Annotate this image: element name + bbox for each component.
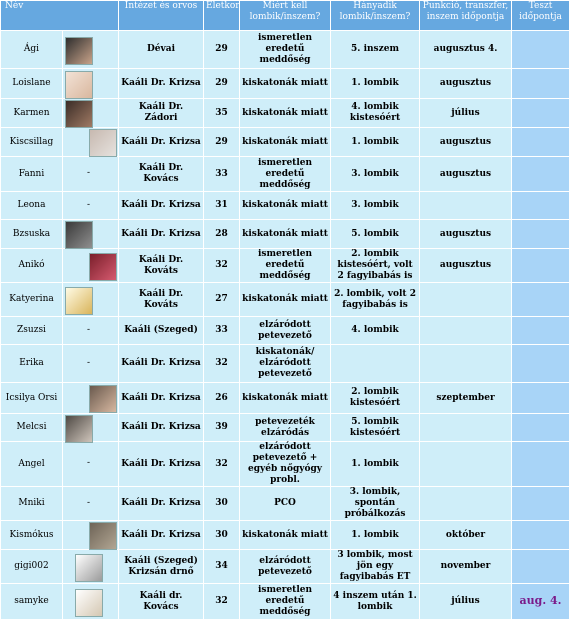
cell-avatar xyxy=(63,249,119,283)
cell-punkcio xyxy=(420,487,512,521)
table-row xyxy=(1,157,570,192)
cell-miert: ismeretlen eredetű meddőség xyxy=(240,31,331,69)
cell-miert: elzáródott petevezető xyxy=(240,550,331,584)
table-row xyxy=(1,550,570,584)
avatar-image xyxy=(65,287,93,315)
cell-intezet: Kaáli Dr. Zádori xyxy=(119,99,204,128)
cell-nev: Katyerina xyxy=(1,283,63,317)
teszt-date: aug. 4. xyxy=(519,594,562,607)
cell-eletkor: 29 xyxy=(204,31,240,69)
cell-intezet: Kaáli Dr. Krizsa xyxy=(119,521,204,550)
cell-nev: Kismókus xyxy=(1,521,63,550)
cell-nev: gigi002 xyxy=(1,550,63,584)
header-nev: Név xyxy=(1,1,119,31)
cell-teszt xyxy=(512,442,570,487)
cell-hanyadik: 1. lombik xyxy=(331,521,420,550)
table-row xyxy=(1,283,570,317)
table-row xyxy=(1,521,570,550)
cell-punkcio xyxy=(420,317,512,345)
cell-nev: Zsuzsi xyxy=(1,317,63,345)
avatar-image xyxy=(89,129,117,157)
cell-punkcio xyxy=(420,442,512,487)
cell-eletkor: 32 xyxy=(204,249,240,283)
avatar-image xyxy=(65,415,93,443)
cell-miert: kiskatonák miatt xyxy=(240,521,331,550)
cell-hanyadik: 1. lombik xyxy=(331,69,420,99)
cell-avatar xyxy=(63,584,119,620)
table-row xyxy=(1,192,570,220)
header-row xyxy=(1,1,570,31)
no-avatar-dash: - xyxy=(87,497,91,508)
cell-punkcio: szeptember xyxy=(420,383,512,414)
cell-miert: kiskatonák miatt xyxy=(240,220,331,249)
header-miert: Miért kell lombik/inszem? xyxy=(240,1,331,31)
cell-miert: kiskatonák miatt xyxy=(240,192,331,220)
cell-nev: Icsilya Orsi xyxy=(1,383,63,414)
cell-avatar xyxy=(63,317,119,345)
table-row xyxy=(1,414,570,442)
cell-eletkor: 29 xyxy=(204,69,240,99)
cell-punkcio: augusztus xyxy=(420,128,512,157)
cell-nev: Loislane xyxy=(1,69,63,99)
cell-avatar xyxy=(63,383,119,414)
cell-intezet: Kaáli Dr. Krizsa xyxy=(119,69,204,99)
cell-punkcio xyxy=(420,345,512,383)
cell-eletkor: 26 xyxy=(204,383,240,414)
cell-teszt xyxy=(512,69,570,99)
cell-hanyadik: 4. lombik kistesóért xyxy=(331,99,420,128)
cell-hanyadik: 4 inszem után 1. lombik xyxy=(331,584,420,620)
cell-eletkor: 32 xyxy=(204,442,240,487)
cell-intezet: Kaáli Dr. Krizsa xyxy=(119,383,204,414)
cell-intezet: Kaáli Dr. Krizsa xyxy=(119,487,204,521)
no-avatar-dash: - xyxy=(87,324,91,335)
cell-eletkor: 29 xyxy=(204,128,240,157)
cell-intezet: Kaáli Dr. Kováts xyxy=(119,283,204,317)
cell-intezet: Kaáli Dr. Kovács xyxy=(119,157,204,192)
cell-teszt xyxy=(512,521,570,550)
cell-intezet: Kaáli Dr. Kováts xyxy=(119,249,204,283)
cell-punkcio: október xyxy=(420,521,512,550)
no-avatar-dash: - xyxy=(87,357,91,368)
cell-eletkor: 33 xyxy=(204,317,240,345)
cell-miert: kiskatonák miatt xyxy=(240,128,331,157)
cell-punkcio: július xyxy=(420,99,512,128)
cell-miert: kiskatonák miatt xyxy=(240,99,331,128)
no-avatar-dash: - xyxy=(87,199,91,210)
cell-avatar xyxy=(63,414,119,442)
cell-eletkor: 34 xyxy=(204,550,240,584)
cell-teszt xyxy=(512,249,570,283)
cell-hanyadik: 5. lombik kistesóért xyxy=(331,414,420,442)
cell-intezet: Kaáli (Szeged) Krizsán drnő xyxy=(119,550,204,584)
cell-avatar xyxy=(63,31,119,69)
cell-nev: Leona xyxy=(1,192,63,220)
cell-punkcio xyxy=(420,414,512,442)
cell-eletkor: 27 xyxy=(204,283,240,317)
table-row xyxy=(1,383,570,414)
cell-nev: Mniki xyxy=(1,487,63,521)
cell-hanyadik: 5. inszem xyxy=(331,31,420,69)
table-row xyxy=(1,487,570,521)
avatar-image xyxy=(89,522,117,550)
cell-avatar xyxy=(63,99,119,128)
table-row xyxy=(1,345,570,383)
table-row xyxy=(1,69,570,99)
no-avatar-dash: - xyxy=(87,168,91,178)
cell-miert: kiskatonák miatt xyxy=(240,383,331,414)
cell-nev: Melcsi xyxy=(1,414,63,442)
cell-teszt xyxy=(512,345,570,383)
cell-nev: Anikó xyxy=(1,249,63,283)
cell-nev: samyke xyxy=(1,584,63,620)
avatar-image xyxy=(75,589,103,617)
no-avatar-dash: - xyxy=(87,458,91,468)
cell-teszt xyxy=(512,383,570,414)
cell-punkcio: augusztus xyxy=(420,220,512,249)
cell-eletkor: 31 xyxy=(204,192,240,220)
cell-nev: Fanni xyxy=(1,157,63,192)
cell-eletkor: 28 xyxy=(204,220,240,249)
cell-miert: kiskatonák miatt xyxy=(240,283,331,317)
header-teszt: Teszt időpontja xyxy=(512,1,570,31)
cell-intezet: Kaáli dr. Kovács xyxy=(119,584,204,620)
table-row xyxy=(1,249,570,283)
cell-nev: Erika xyxy=(1,345,63,383)
cell-nev: Kiscsillag xyxy=(1,128,63,157)
cell-avatar xyxy=(63,345,119,383)
cell-eletkor: 30 xyxy=(204,521,240,550)
cell-intezet: Kaáli Dr. Krizsa xyxy=(119,345,204,383)
table-row xyxy=(1,220,570,249)
cell-avatar xyxy=(63,521,119,550)
cell-avatar xyxy=(63,283,119,317)
cell-teszt xyxy=(512,584,570,620)
cell-intezet: Kaáli (Szeged) xyxy=(119,317,204,345)
cell-intezet: Kaáli Dr. Krizsa xyxy=(119,128,204,157)
avatar-image xyxy=(65,221,93,249)
cell-hanyadik: 4. lombik xyxy=(331,317,420,345)
avatar-image xyxy=(65,37,93,65)
header-punkcio: Punkció, transzfer, inszem időpontja xyxy=(420,1,512,31)
cell-eletkor: 33 xyxy=(204,157,240,192)
cell-punkcio: augusztus xyxy=(420,249,512,283)
cell-avatar xyxy=(63,69,119,99)
cell-teszt xyxy=(512,220,570,249)
cell-avatar xyxy=(63,550,119,584)
cell-intezet: Dévai xyxy=(119,31,204,69)
cell-miert: ismeretlen eredetű meddőség xyxy=(240,249,331,283)
avatar-image xyxy=(89,253,117,281)
cell-punkcio xyxy=(420,283,512,317)
cell-intezet: Kaáli Dr. Krizsa xyxy=(119,220,204,249)
cell-punkcio: november xyxy=(420,550,512,584)
table-row xyxy=(1,99,570,128)
cell-hanyadik: 3. lombik xyxy=(331,157,420,192)
cell-teszt xyxy=(512,414,570,442)
cell-hanyadik: 3. lombik, spontán próbálkozás xyxy=(331,487,420,521)
cell-eletkor: 39 xyxy=(204,414,240,442)
header-hanyadik: Hányadik lombik/inszem? xyxy=(331,1,420,31)
cell-teszt xyxy=(512,192,570,220)
cell-teszt xyxy=(512,99,570,128)
avatar-image xyxy=(75,554,103,582)
cell-miert: PCO xyxy=(240,487,331,521)
cell-avatar xyxy=(63,192,119,220)
cell-teszt xyxy=(512,128,570,157)
table-row xyxy=(1,31,570,69)
cell-eletkor: 32 xyxy=(204,584,240,620)
cell-avatar xyxy=(63,157,119,192)
cell-hanyadik xyxy=(331,345,420,383)
avatar-image xyxy=(65,71,93,99)
cell-nev: Karmen xyxy=(1,99,63,128)
cell-miert: kiskatonák/ elzáródott petevezető xyxy=(240,345,331,383)
avatar-image xyxy=(65,100,93,128)
cell-punkcio: július xyxy=(420,584,512,620)
cell-intezet: Kaáli Dr. Krizsa xyxy=(119,442,204,487)
cell-miert: ismeretlen eredetű meddőség xyxy=(240,584,331,620)
cell-hanyadik: 5. lombik xyxy=(331,220,420,249)
cell-teszt xyxy=(512,317,570,345)
cell-hanyadik: 2. lombik, volt 2 fagyibabás is xyxy=(331,283,420,317)
cell-hanyadik: 1. lombik xyxy=(331,442,420,487)
cell-avatar xyxy=(63,487,119,521)
cell-punkcio xyxy=(420,192,512,220)
cell-teszt xyxy=(512,283,570,317)
cell-punkcio: augusztus 4. xyxy=(420,31,512,69)
cell-nev: Ági xyxy=(1,31,63,69)
cell-nev: Angel xyxy=(1,442,63,487)
cell-miert: elzáródott petevezető + egyéb nőgyógy probl. xyxy=(240,442,331,487)
cell-hanyadik: 2. lombik kistesóért, volt 2 fagyibabás is xyxy=(331,249,420,283)
cell-eletkor: 32 xyxy=(204,345,240,383)
cell-punkcio: augusztus xyxy=(420,157,512,192)
avatar-image xyxy=(89,385,117,413)
cell-avatar xyxy=(63,442,119,487)
table-row xyxy=(1,442,570,487)
table-row xyxy=(1,584,570,620)
cell-teszt xyxy=(512,487,570,521)
cell-avatar xyxy=(63,220,119,249)
cell-teszt xyxy=(512,550,570,584)
header-intezet: Intézet és orvos xyxy=(119,1,204,31)
cell-miert: ismeretlen eredetű meddőség xyxy=(240,157,331,192)
cell-hanyadik: 3. lombik xyxy=(331,192,420,220)
cell-intezet: Kaáli Dr. Krizsa xyxy=(119,414,204,442)
cell-eletkor: 30 xyxy=(204,487,240,521)
table-row xyxy=(1,317,570,345)
cell-nev: Bzsuska xyxy=(1,220,63,249)
cell-intezet: Kaáli Dr. Krizsa xyxy=(119,192,204,220)
cell-hanyadik: 3 lombik, most jön egy fagyibabás ET xyxy=(331,550,420,584)
cell-punkcio: augusztus xyxy=(420,69,512,99)
table-row xyxy=(1,128,570,157)
cell-avatar xyxy=(63,128,119,157)
cell-teszt xyxy=(512,157,570,192)
header-eletkor: Életkor xyxy=(204,1,240,31)
cell-hanyadik: 1. lombik xyxy=(331,128,420,157)
cell-eletkor: 35 xyxy=(204,99,240,128)
cell-teszt xyxy=(512,31,570,69)
cell-hanyadik: 2. lombik kistesóért xyxy=(331,383,420,414)
cell-miert: kiskatonák miatt xyxy=(240,69,331,99)
cell-miert: petevezeték elzáródás xyxy=(240,414,331,442)
cell-miert: elzáródott petevezető xyxy=(240,317,331,345)
